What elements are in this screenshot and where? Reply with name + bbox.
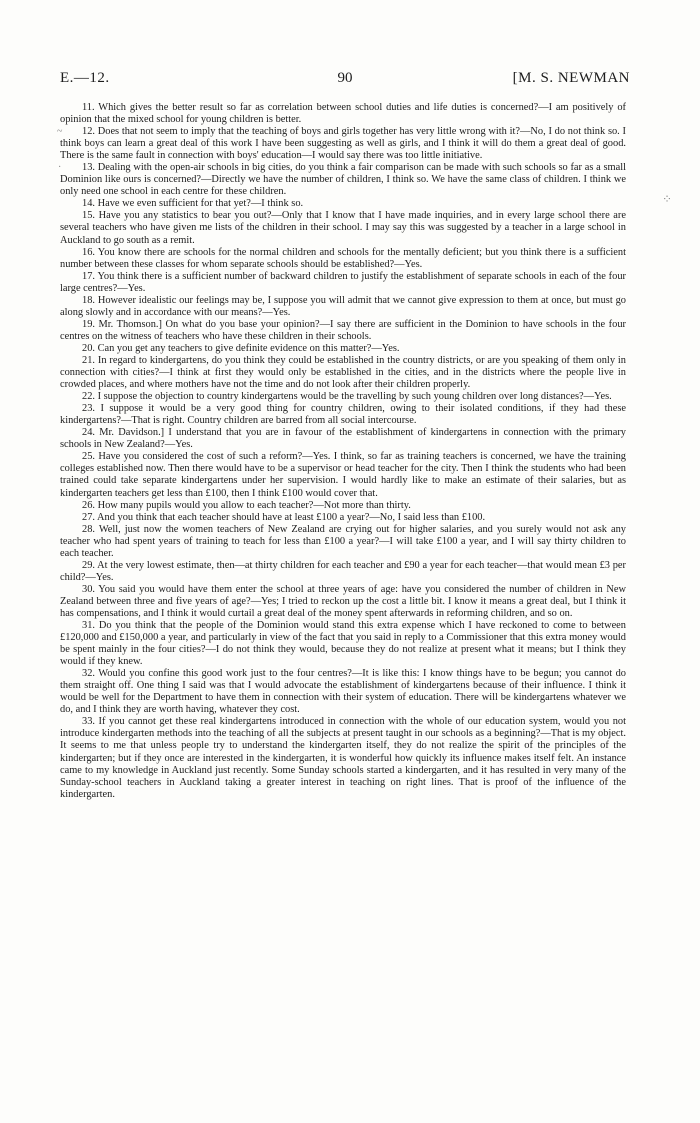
paragraph-q23: 23. I suppose it would be a very good thing for country children, owing to their isolated conditions, if they had these kindergartens?—That is right. Country children are barred from all social intercourse. — [60, 403, 626, 427]
paragraph-q11: 11. Which gives the better result so far as correlation between school duties and life duties is concerned?—I am positively of opinion that the mixed school for young children is better. — [60, 102, 626, 126]
paragraph-q28: 28. Well, just now the women teachers of New Zealand are crying out for higher salaries, and you surely would not ask any teacher who had spent years of training to teach for less than £100 a year?—I will take £100 a year, and I will say thirty children to each teacher. — [60, 523, 626, 559]
paragraph-q21: 21. In regard to kindergartens, do you think they could be established in the country districts, or are you speaking of them only in connection with cities?—I think at first they would only be established in the cities, and in the districts where the people live in crowded places, and where mothers have not the time and do not look after their children properly. — [60, 354, 626, 391]
testimony-body — [60, 102, 626, 801]
paragraph-q20: 20. Can you get any teachers to give definite evidence on this matter?—Yes. — [82, 342, 400, 354]
paragraph-q15: 15. Have you any statistics to bear you out?—Only that I know that I have made inquiries, and in every large school there are several teachers who have given me lists of the children in their school. I may say this was suggested by a teacher in a large school in Auckland to go south as a remit. — [60, 210, 626, 246]
paragraph-q18: 18. However idealistic our feelings may be, I suppose you will admit that we cannot give expression to them at once, but must go along slowly and in accordance with our means?—Yes. — [60, 294, 626, 318]
margin-tick-mark: · — [58, 162, 62, 173]
paragraph-q13: 13. Dealing with the open-air schools in big cities, do you think a fair comparison can be made with such schools so far as a small Dominion like ours is concerned?—Directly we have the number of children, I think so. We have the same class of children. I think we only need one school in each centre for these children. — [60, 162, 626, 198]
paragraph-q27: 27. And you think that each teacher should have at least £100 a year?—No, I said less than £100. — [82, 511, 486, 523]
paragraph-q26: 26. How many pupils would you allow to each teacher?—Not more than thirty. — [82, 499, 411, 511]
paragraph-q16: 16. You know there are schools for the normal children and schools for the mentally deficient; but you think there is a sufficient number between these classes for whom separate schools should be established?—Yes. — [60, 246, 626, 270]
paragraph-q14: 14. Have we even sufficient for that yet?—I think so. — [82, 198, 304, 210]
report-reference: E.—12. — [60, 70, 110, 86]
margin-specks-mark: ⁘ — [662, 192, 673, 206]
paragraph-q30: 30. You said you would have them enter the school at three years of age: have you considered the number of children in New Zealand between three and five years of age?—Yes; I tried to reckon up the cost a little bit. I know it means a great deal, but I think it has compensations, and I think it would curtail a great deal of the money spent afterwards in reforming children, and so on. — [60, 583, 626, 619]
paragraph-q17: 17. You think there is a sufficient number of backward children to justify the establishment of separate schools in each of the four large centres?—Yes. — [60, 270, 626, 294]
paragraph-q22: 22. I suppose the objection to country kindergartens would be the travelling by such young children over long distances?—Yes. — [82, 391, 612, 403]
page-number: 90 — [337, 70, 353, 86]
paragraph-q24: 24. Mr. Davidson.] I understand that you are in favour of the establishment of kindergartens in connection with the primary schools in New Zealand?—Yes. — [60, 427, 626, 451]
paragraph-q12: 12. Does that not seem to imply that the teaching of boys and girls together has very little wrong with it?—No, I do not think so. I think boys can learn a great deal of this work I have been suggesting as well as girls, and I think it will do them a great deal of good. There is the same fault in connection with boys' education—I would say there was too little initiative. — [60, 126, 626, 162]
witness-name: [M. S. NEWMAN — [512, 70, 630, 86]
margin-dash-mark: ~ — [57, 126, 63, 137]
paragraph-q19: 19. Mr. Thomson.] On what do you base your opinion?—I say there are sufficient in the Dominion to have schools in the four centres on the witness of teachers who have these children in their schools. — [60, 318, 626, 342]
page-header — [60, 70, 630, 92]
paragraph-q33: 33. If you cannot get these real kindergartens introduced in connection with the whole of our education system, would you not introduce kindergarten methods into the teaching of all the subjects at present taught in our schools as a beginning?—That is my object. It seems to me that unless people try to understand the kindergarten itself, they do not realize the spirit of the principles of the kindergarten; but if they once are interested in the kindergarten, it is wonderful how quickly its influence makes itself felt. An instance came to my knowledge in Auckland just recently. Some Sunday schools started a kindergarten, and it has resulted in very many of the Sunday-school teachers in Auckland taking a greater interest in teaching on right lines. That is proof of the influence of the kindergarten. — [60, 716, 626, 800]
paragraph-q25: 25. Have you considered the cost of such a reform?—Yes. I think, so far as training teachers is concerned, we have the training colleges established now. Then there would have to be a supervisor or head teacher for the city. Then I think the students who had been trained could take separate kindergartens under her supervision. I would hardly like to make an estimate of their salaries, but as kindergarten teachers get less than £100, then I think £100 would cover that. — [60, 451, 626, 499]
paragraph-q31: 31. Do you think that the people of the Dominion would stand this extra expense which I have reckoned to come to between £120,000 and £150,000 a year, and particularly in view of the fact that you said in reply to a Commissioner that this extra money would be spent mainly in the four cities?—I do not think they would, because they do not realize at present what it means; but I think they would if they knew. — [60, 620, 626, 668]
paragraph-q32: 32. Would you confine this good work just to the four centres?—It is like this: I know things have to be begun; you cannot do them straight off. One thing I said was that I would advocate the establishment of kindergartens because of their influence. I think it would be well for the Department to have them in connection with their system of education. There will be kindergartens whatever we do, and I think they are worth having, whatever they cost. — [60, 668, 626, 716]
paragraph-q29: 29. At the very lowest estimate, then—at thirty children for each teacher and £90 a year for each teacher—that would mean £3 per child?—Yes. — [60, 559, 626, 583]
